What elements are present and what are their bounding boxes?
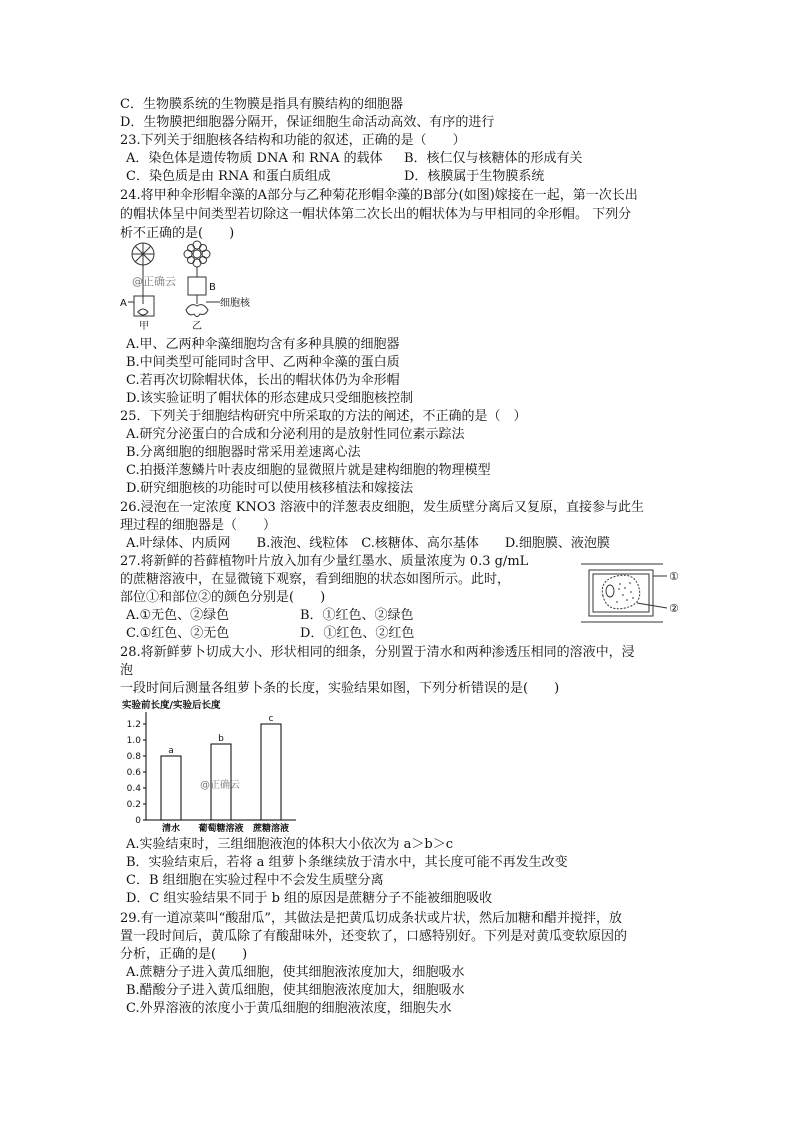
option-24a: A.甲、乙两种伞藻细胞均含有多种具膜的细胞器	[126, 337, 400, 352]
option-28d: D．C 组实验结果不同于 b 组的原因是蔗糖分子不能被细胞吸收	[126, 891, 493, 906]
length-ratio-bar-chart	[118, 696, 318, 834]
question-27-cont: 的蔗糖溶液中，在显微镜下观察，看到细胞的状态如图所示。此时，	[120, 572, 511, 587]
acetabularia-figure	[120, 240, 260, 332]
category-label: 清水	[161, 824, 181, 834]
question-26-cont: 理过程的细胞器是（ ）	[120, 518, 277, 533]
option-27d: D．①红色、②红色	[300, 626, 415, 641]
marker-1: ①	[669, 570, 679, 583]
option-24d: D.该实验证明了帽状体的形态建成只受细胞核控制	[126, 391, 414, 406]
option-27c: C.①红色、②无色	[126, 626, 230, 641]
option-28c: C．B 组细胞在实验过程中不会发生质壁分离	[126, 873, 384, 888]
question-28: 28.将新鲜萝卜切成大小、形状相同的细条，分别置于清水和两种渗透压相同的溶液中，浸	[120, 645, 635, 660]
text-line: D．生物膜把细胞器分隔开，保证细胞生命活动高效、有序的进行	[120, 115, 495, 130]
option-27b: B．①红色、②绿色	[300, 608, 414, 623]
bar-label: c	[268, 714, 274, 724]
option-25c: C.拍摄洋葱鳞片叶表皮细胞的显微照片就是建构细胞的物理模型	[126, 463, 491, 478]
label-yi: 乙	[192, 321, 202, 332]
question-28-cont: 泡	[120, 663, 134, 678]
bar	[261, 724, 281, 820]
question-27-cont: 部位①和部位②的颜色分别是( )	[120, 590, 326, 605]
text-line: C．生物膜系统的生物膜是指具有膜结构的细胞器	[120, 97, 403, 112]
question-23: 23.下列关于细胞核各结构和功能的叙述，正确的是（ ）	[120, 133, 466, 148]
option-27a: A.①无色、②绿色	[126, 608, 230, 623]
y-tick-label: 0.4	[126, 784, 141, 794]
bar	[161, 756, 181, 820]
question-25: 25．下列关于细胞结构研究中所采取的方法的阐述，不正确的是（ ）	[120, 409, 527, 424]
option-25a: A.研究分泌蛋白的合成和分泌利用的是放射性同位素示踪法	[126, 427, 465, 442]
option-25d: D.研究细胞核的功能时可以使用核移植法和嫁接法	[126, 481, 414, 496]
question-28-cont: 一段时间后测量各组萝卜条的长度，实验结果如图，下列分析错误的是( )	[120, 681, 560, 696]
category-label: 蔗糖溶液	[252, 824, 290, 834]
question-24-cont: 析不正确的是( )	[120, 226, 235, 241]
option-28b: B．实验结束后，若将 a 组萝卜条继续放于清水中，其长度可能不再发生改变	[126, 855, 568, 870]
marker-2: ②	[669, 602, 679, 615]
option-29b: B.醋酸分子进入黄瓜细胞，使其细胞液浓度加大，细胞吸水	[126, 983, 465, 998]
question-29: 29.有一道凉菜叫“酸甜瓜”，其做法是把黄瓜切成条状或片状，然后加糖和醋并搅拌，放	[120, 911, 622, 926]
option-29a: A.蔗糖分子进入黄瓜细胞，使其细胞液浓度加大，细胞吸水	[126, 965, 465, 980]
option-25b: B.分离细胞的细胞器时常采用差速离心法	[126, 445, 361, 460]
watermark: @正确云	[200, 780, 240, 791]
y-tick-label: 0	[135, 816, 141, 826]
label-b: B	[209, 282, 216, 293]
option-23b: B．核仁仅与核糖体的形成有关	[404, 151, 583, 166]
question-24: 24.将甲种伞形帽伞藻的A部分与乙种菊花形帽伞藻的B部分(如图)嫁接在一起，第一次长出	[120, 188, 638, 203]
y-tick-label: 1.2	[126, 720, 141, 730]
question-29-cont: 置一段时间后，黄瓜除了有酸甜味外，还变软了，口感特别好。下列是对黄瓜变软原因的	[120, 929, 628, 944]
y-tick-label: 0.2	[126, 800, 141, 810]
option-28a: A.实验结束时，三组细胞液泡的体积大小依次为 a＞b＞c	[126, 837, 454, 852]
label-a: A	[120, 298, 127, 309]
option-23c: C．染色质是由 RNA 和蛋白质组成	[126, 169, 331, 184]
option-24b: B.中间类型可能同时含甲、乙两种伞藻的蛋白质	[126, 355, 400, 370]
option-23d: D．核膜属于生物膜系统	[404, 169, 545, 184]
label-nucleus: 细胞核	[220, 298, 250, 309]
question-29-cont: 分析，正确的是( )	[120, 947, 248, 962]
y-tick-label: 1.0	[126, 736, 141, 746]
question-27: 27.将新鲜的苔藓植物叶片放入加有少量红墨水、质量浓度为 0.3 g/mL	[120, 554, 529, 569]
option-24c: C.若再次切除帽状体，长出的帽状体仍为伞形帽	[126, 373, 400, 388]
chart-ylabel: 实验前长度/实验后长度	[122, 700, 221, 711]
category-label: 葡萄糖溶液	[198, 824, 244, 834]
y-tick-label: 0.6	[126, 768, 141, 778]
plasmolysis-cell-figure	[575, 558, 685, 628]
question-26: 26.浸泡在一定浓度 KNO3 溶液中的洋葱表皮细胞，发生质壁分离后又复原，直接参与此生	[120, 500, 644, 515]
option-29c: C.外界溶液的浓度小于黄瓜细胞的细胞液浓度，细胞失水	[126, 1001, 452, 1016]
option-23a: A．染色体是遗传物质 DNA 和 RNA 的载体	[126, 151, 383, 166]
bar-label: b	[218, 734, 224, 744]
watermark: @正确云	[132, 275, 176, 288]
y-tick-label: 0.8	[126, 752, 141, 762]
question-24-cont: 的帽状体呈中间类型若切除这一帽状体第二次长出的帽状体为与甲相同的伞形帽。 下列分	[120, 207, 632, 222]
bar-label: a	[168, 746, 174, 756]
options-26: A.叶绿体、内质网 B.液泡、线粒体 C.核糖体、高尔基体 D.细胞膜、液泡膜	[126, 536, 610, 551]
label-jia: 甲	[139, 321, 149, 332]
